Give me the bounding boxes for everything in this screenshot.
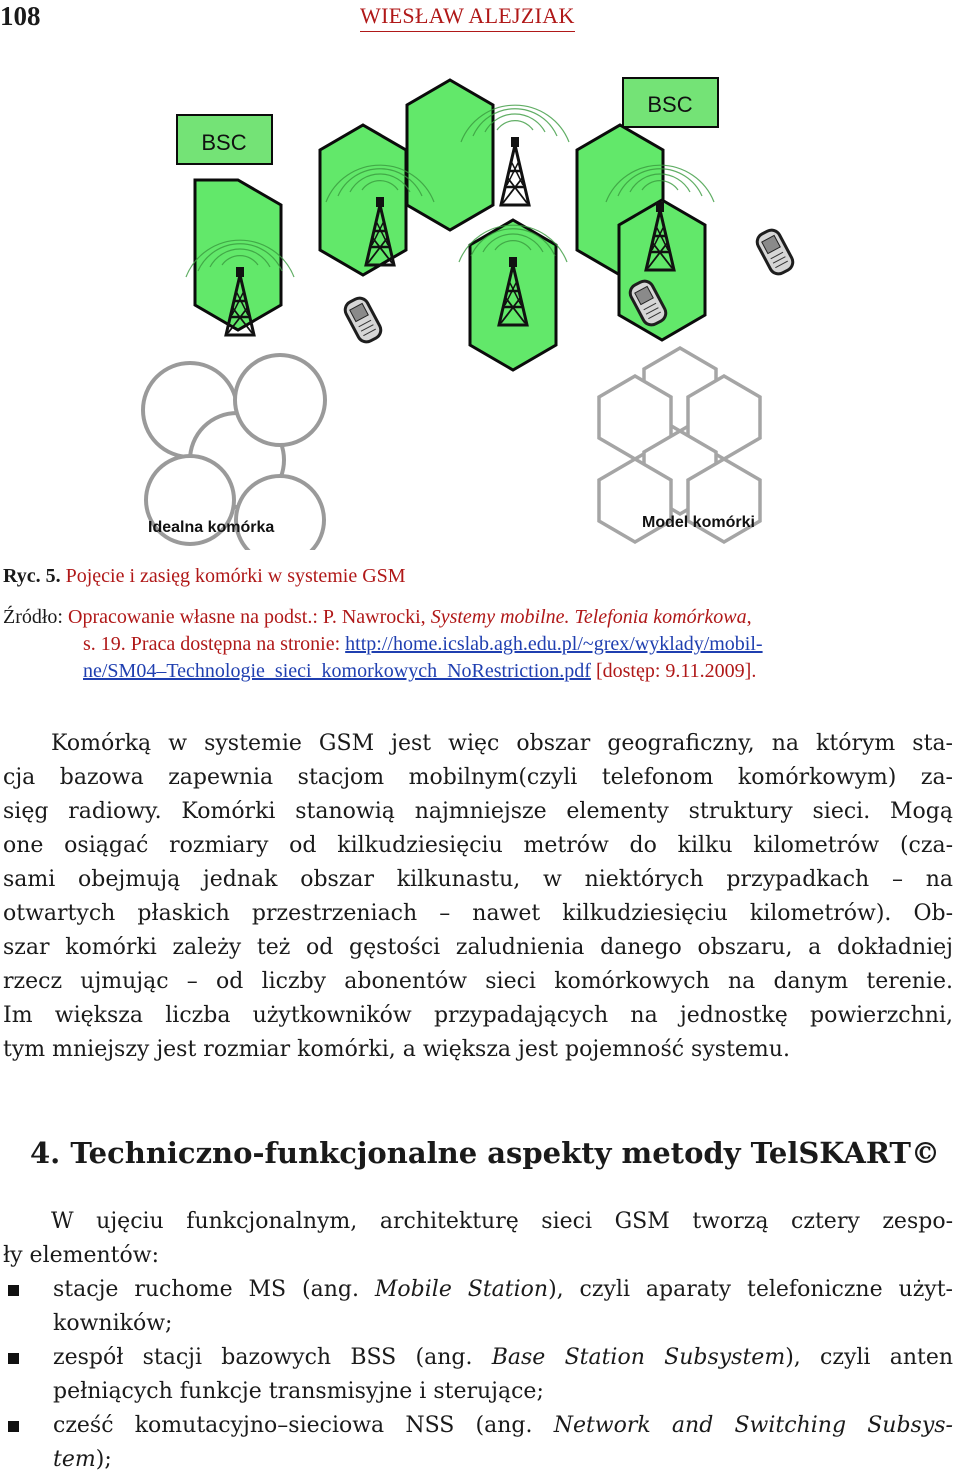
- hexagon-cell: [195, 180, 281, 330]
- list-item: cześć komutacyjno–sieciowa NSS (ang. Network and Switching Subsys- tem);: [3, 1409, 953, 1477]
- mobile-phone-icon: [754, 227, 796, 277]
- paragraph-line: sięg radiowy. Komórki stanowią najmniejsze elementy struktury sieci. Mogą: [3, 799, 953, 824]
- source-label: Źródło:: [3, 606, 63, 628]
- bts-tower-icon: [501, 137, 529, 205]
- hexagon-cell: [407, 80, 493, 230]
- page-number: 108: [0, 1, 41, 31]
- cell-diagram: [130, 70, 830, 550]
- cell-model-label: Model komórki: [642, 514, 755, 531]
- source-link-continued[interactable]: ne/SM04–Technologie_sieci_komorkowych_NoRestriction.pdf: [83, 660, 591, 682]
- caption-label: Ryc. 5.: [3, 565, 61, 587]
- paragraph-line: tym mniejszy jest rozmiar komórki, a większa jest pojemność systemu.: [3, 1037, 790, 1062]
- section-intro-line: ły elementów:: [3, 1243, 160, 1268]
- bsc-label: BSC: [201, 130, 247, 155]
- figure-caption: [3, 562, 406, 590]
- paragraph-line: sami obejmują jednak obszar kilkunastu, w niektórych przypadkach – na: [3, 867, 953, 892]
- hexagon-cell: [320, 125, 406, 275]
- figure-source: [3, 604, 953, 685]
- paragraph-line: Im większa liczba użytkowników przypadających na jednostkę powierzchni,: [3, 1003, 953, 1028]
- hexagon-cell: [470, 220, 556, 370]
- running-head: WIESŁAW ALEJZIAK: [360, 2, 575, 32]
- bsc-box-right: [623, 78, 718, 127]
- source-line: Źródło: Opracowanie własne na podst.: P. Nawrocki, Systemy mobilne. Telefonia komórkowa,: [3, 606, 752, 628]
- ideal-cell-label: Idealna komórka: [148, 519, 275, 536]
- mobile-phone-icons: [342, 227, 796, 345]
- section-body: [3, 1205, 953, 1477]
- paragraph-line: otwartych płaskich przestrzeniach – nawet kilkudziesięciu kilometrów). Ob-: [3, 901, 953, 926]
- source-line: s. 19. Praca dostępna na stronie: http://home.icslab.agh.edu.pl/~grex/wyklady/mobil-: [83, 633, 763, 655]
- gsm-cell-figure: [130, 70, 830, 550]
- source-link[interactable]: http://home.icslab.agh.edu.pl/~grex/wyklady/mobil-: [345, 633, 763, 655]
- bsc-box-left: [177, 115, 272, 164]
- paragraph-line: szar komórki zależy też od gęstości zaludnienia danego obszaru, a dokładniej: [3, 935, 953, 960]
- paragraph-line: cja bazowa zapewnia stacjom mobilnym(czyli telefonom komórkowym) za-: [3, 765, 953, 790]
- list-item: zespół stacji bazowych BSS (ang. Base Station Subsystem), czyli anten pełniących funkcje transmisyjne i sterujące;: [3, 1341, 953, 1409]
- caption-text: Pojęcie i zasięg komórki w systemie GSM: [65, 565, 406, 587]
- bullet-list: [3, 1273, 953, 1477]
- paragraph-line: rzecz ujmując – od liczby abonentów sieci komórkowych na danym terenie.: [3, 969, 953, 994]
- square-bullet-icon: [8, 1421, 19, 1432]
- list-item: stacje ruchome MS (ang. Mobile Station), czyli aparaty telefoniczne użyt- kowników;: [3, 1273, 953, 1341]
- ideal-cell-circle: [236, 476, 324, 550]
- paragraph-line: one osiągać rozmiary od kilkudziesięciu metrów do kilku kilometrów (cza-: [3, 833, 953, 858]
- square-bullet-icon: [8, 1353, 19, 1364]
- page-header: [0, 0, 960, 40]
- square-bullet-icon: [8, 1285, 19, 1296]
- paragraph-line: Komórką w systemie GSM jest więc obszar geograficzny, na którym sta-: [51, 731, 953, 756]
- cell-model-hexagons: [599, 348, 760, 542]
- bsc-label: BSC: [647, 92, 693, 117]
- source-line: ne/SM04–Technologie_sieci_komorkowych_NoRestriction.pdf [dostęp: 9.11.2009].: [83, 660, 757, 682]
- section-heading: 4. Techniczno-funkcjonalne aspekty metody TelSKART©: [30, 1136, 941, 1170]
- ideal-cell-circle: [235, 355, 325, 445]
- body-paragraph: [3, 727, 953, 1067]
- section-intro-line: W ujęciu funkcjonalnym, architekturę sieci GSM tworzą cztery zespo-: [51, 1209, 953, 1234]
- mobile-phone-icon: [342, 295, 384, 345]
